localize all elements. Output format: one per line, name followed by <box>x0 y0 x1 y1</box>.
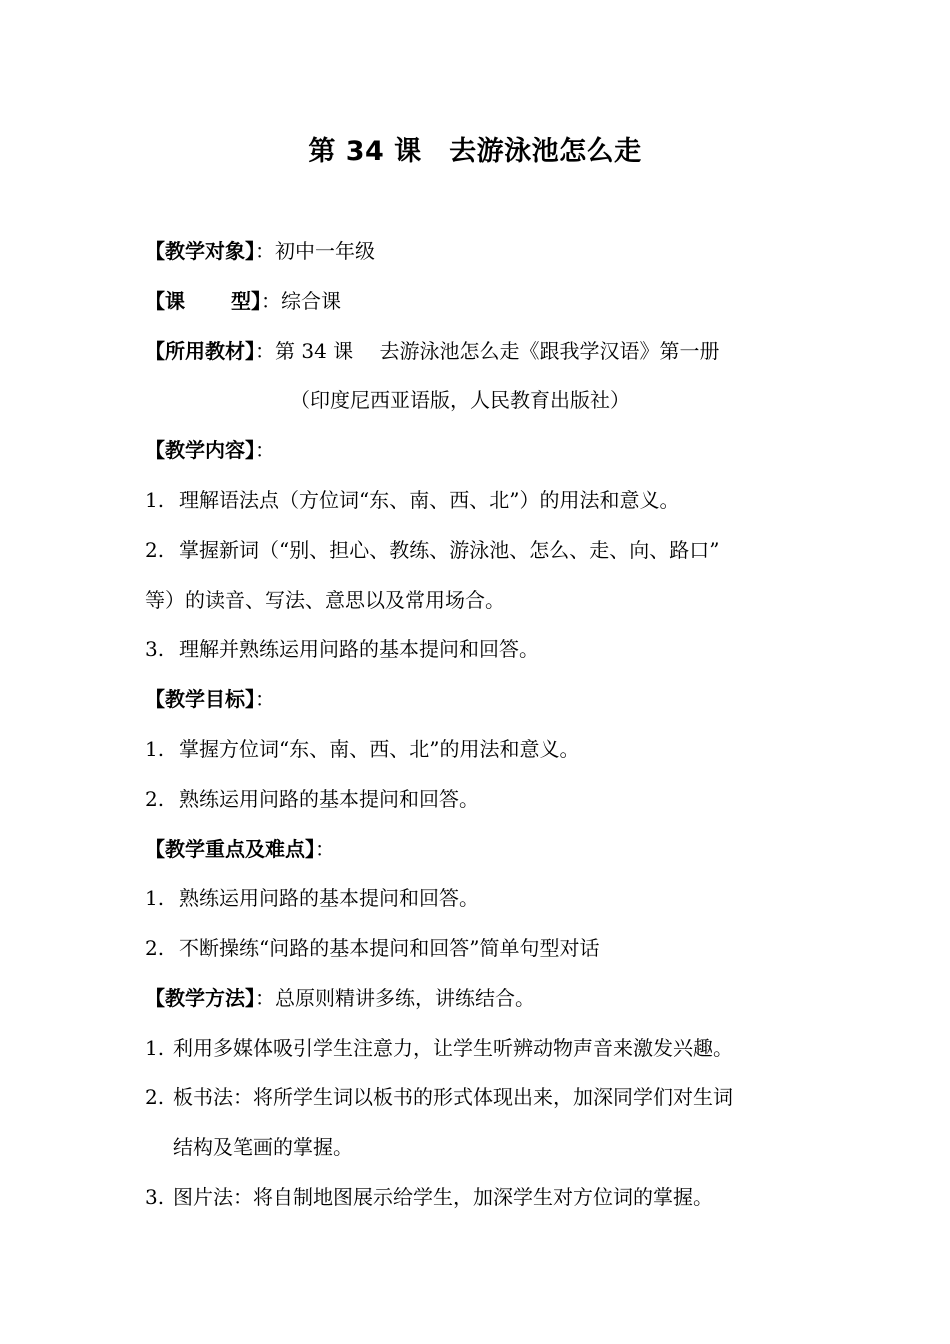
focus-label: 【教学重点及难点】 <box>145 837 315 861</box>
methods-heading <box>145 983 535 1013</box>
list-item-number: 2. <box>145 936 165 960</box>
object-value: ：初中一年级 <box>255 239 375 263</box>
list-item-text: 理解语法点（方位词“东、南、西、北”）的用法和意义。 <box>179 488 680 512</box>
list-item <box>145 1082 733 1112</box>
list-item-number: 2. <box>145 538 165 562</box>
list-item-number: 3. <box>145 637 165 661</box>
list-item-continuation <box>145 585 505 615</box>
list-item-text: 图片法：将自制地图展示给学生，加深学生对方位词的掌握。 <box>173 1185 713 1209</box>
list-item-text: 不断操练“问路的基本提问和回答”简单句型对话 <box>179 936 600 960</box>
list-item-number: 3. <box>145 1185 165 1209</box>
methods-label: 【教学方法】 <box>145 986 255 1010</box>
object-label: 【教学对象】 <box>145 239 255 263</box>
meta-type-row <box>145 286 341 316</box>
meta-material-row-cont <box>290 385 630 415</box>
list-item-number: 2. <box>145 1085 165 1109</box>
list-item-number: 1. <box>145 488 165 512</box>
content-colon: ： <box>255 438 275 462</box>
goals-heading <box>145 684 275 714</box>
list-item-text: 理解并熟练运用问路的基本提问和回答。 <box>179 637 539 661</box>
material-label: 【所用教材】 <box>145 339 255 363</box>
list-item <box>145 883 479 913</box>
list-item-number: 1. <box>145 737 165 761</box>
list-item-text: 结构及笔画的掌握。 <box>173 1135 353 1159</box>
list-item <box>145 485 679 515</box>
meta-material-row <box>145 336 720 366</box>
list-item <box>145 734 579 764</box>
list-item <box>145 634 539 664</box>
list-item-text: 等）的读音、写法、意思以及常用场合。 <box>145 588 505 612</box>
focus-heading <box>145 834 335 864</box>
page-title: 第 34 课 去游泳池怎么走 <box>308 136 642 167</box>
list-item <box>145 1182 713 1212</box>
list-item-text: 掌握方位词“东、南、西、北”的用法和意义。 <box>179 737 580 761</box>
list-item-text: 掌握新词（“别、担心、教练、游泳池、怎么、走、向、路口” <box>179 538 720 562</box>
list-item-number: 2. <box>145 787 165 811</box>
list-item <box>145 784 479 814</box>
list-item <box>145 1033 733 1063</box>
list-item-number: 1. <box>145 886 165 910</box>
list-item-text: 熟练运用问路的基本提问和回答。 <box>179 886 479 910</box>
list-item <box>145 535 719 565</box>
methods-value: ：总原则精讲多练，讲练结合。 <box>255 986 535 1010</box>
content-label: 【教学内容】 <box>145 438 255 462</box>
content-heading <box>145 435 275 465</box>
type-value: ：综合课 <box>261 289 341 313</box>
list-item-continuation <box>173 1132 353 1162</box>
type-label-close: 型】 <box>231 289 261 313</box>
list-item-number: 1. <box>145 1036 165 1060</box>
focus-colon: ： <box>315 837 335 861</box>
list-item-text: 利用多媒体吸引学生注意力，让学生听辨动物声音来激发兴趣。 <box>173 1036 733 1060</box>
list-item-text: 板书法：将所学生词以板书的形式体现出来，加深同学们对生词 <box>173 1085 733 1109</box>
type-label-open: 【课 <box>145 289 185 313</box>
meta-object-row <box>145 236 375 266</box>
list-item <box>145 933 599 963</box>
material-value: ：第 34 课 去游泳池怎么走《跟我学汉语》第一册 <box>255 339 720 363</box>
list-item-text: 熟练运用问路的基本提问和回答。 <box>179 787 479 811</box>
goals-colon: ： <box>255 687 275 711</box>
material-value-cont: （印度尼西亚语版，人民教育出版社） <box>290 388 630 412</box>
goals-label: 【教学目标】 <box>145 687 255 711</box>
